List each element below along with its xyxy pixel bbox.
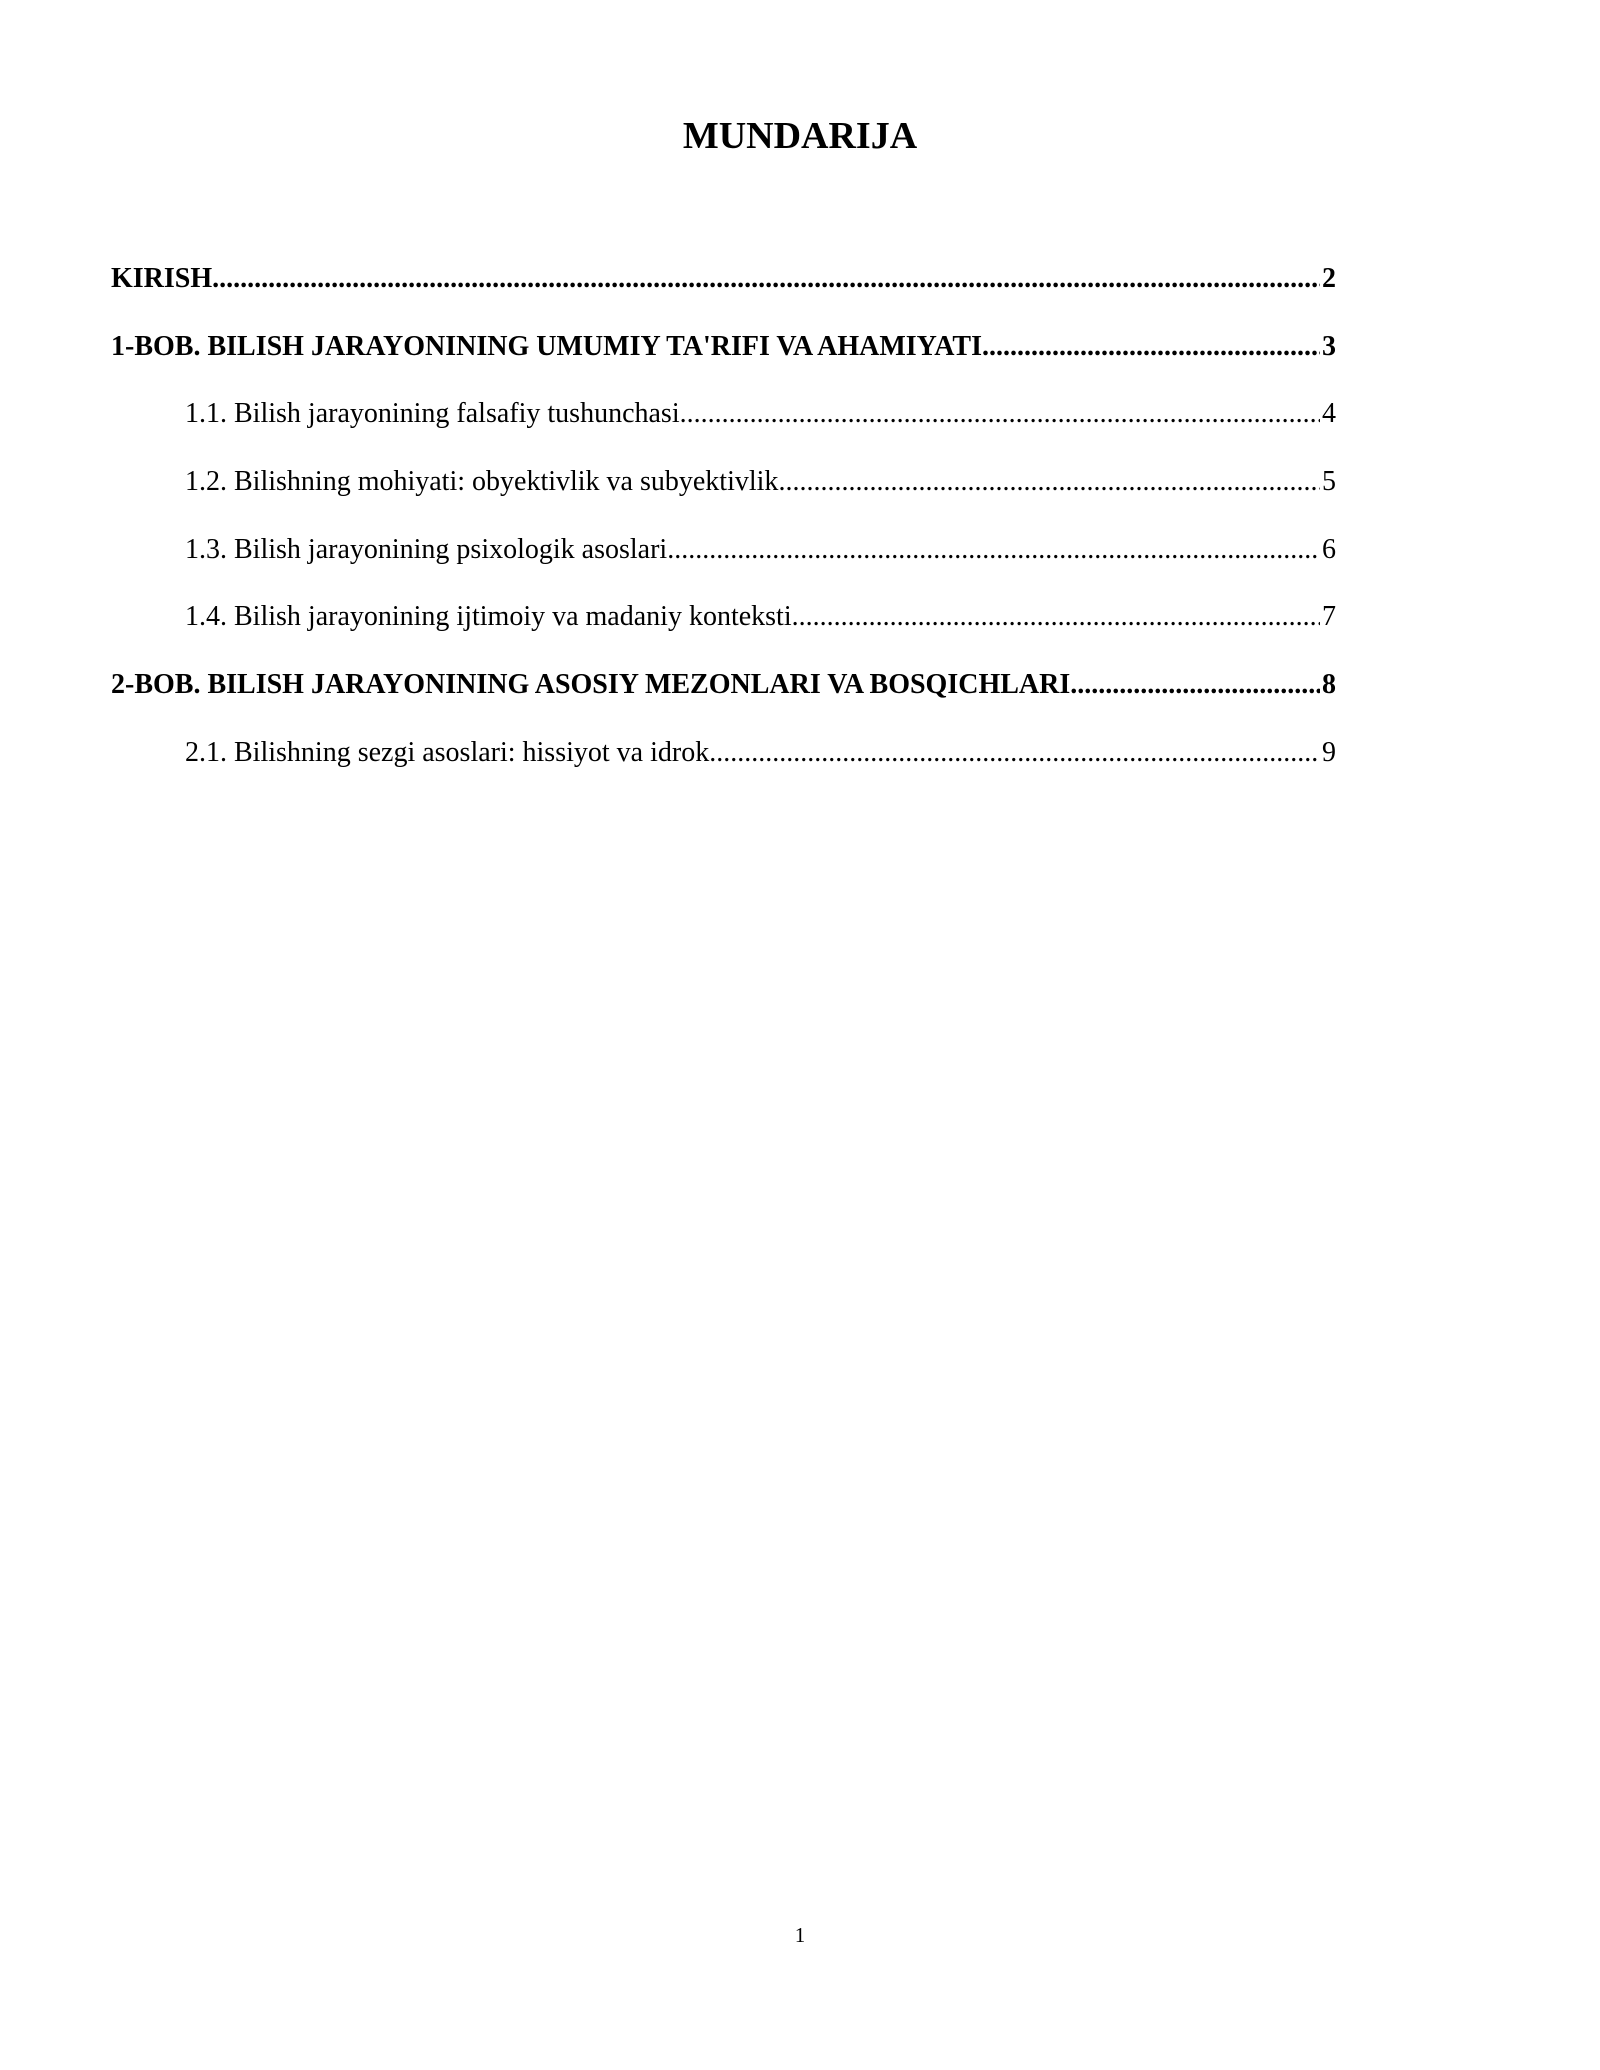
- toc-entry-page: 9: [1322, 736, 1336, 768]
- toc-dot-leader: [212, 245, 1320, 313]
- toc-entry-page: 3: [1322, 330, 1336, 362]
- toc-entry-label: 2.1. Bilishning sezgi asoslari: hissiyot va idrok: [185, 736, 710, 768]
- toc-dot-leader: [709, 719, 1320, 787]
- toc-entry-label: KIRISH: [111, 263, 213, 294]
- toc-dot-leader: [982, 313, 1320, 381]
- page-number: 1: [794, 1923, 806, 1947]
- toc-dot-leader: [1070, 651, 1320, 719]
- toc-dot-leader: [778, 448, 1320, 516]
- toc-entry-section-2-1[interactable]: [111, 719, 1336, 787]
- toc-entry-page: 8: [1322, 669, 1336, 701]
- toc-dot-leader: [792, 583, 1320, 651]
- toc-entry-page: 2: [1322, 263, 1336, 294]
- toc-entry-label: 1.4. Bilish jarayonining ijtimoiy va madaniy konteksti: [185, 601, 792, 633]
- toc-entry-label: 1.1. Bilish jarayonining falsafiy tushunchasi: [185, 398, 680, 430]
- toc-entry-label: 1-BOB. BILISH JARAYONINING UMUMIY TA'RIFI VA AHAMIYATI: [111, 330, 983, 362]
- toc-entry-page: 6: [1322, 533, 1336, 565]
- toc-entry-label: 1.2. Bilishning mohiyati: obyektivlik va subyektivlik: [185, 466, 779, 498]
- toc-entry-chapter-1[interactable]: [111, 313, 1336, 381]
- page-title: MUNDARIJA: [682, 115, 918, 157]
- toc-entry-section-1-2[interactable]: [111, 448, 1336, 516]
- toc-entry-page: 7: [1322, 601, 1336, 633]
- toc-entry-section-1-1[interactable]: [111, 380, 1336, 448]
- toc-entry-chapter-2[interactable]: [111, 651, 1336, 719]
- toc-entry-section-1-3[interactable]: [111, 516, 1336, 584]
- toc-entry-label: 2-BOB. BILISH JARAYONINING ASOSIY MEZONLARI VA BOSQICHLARI: [111, 669, 1071, 701]
- toc-entry-page: 5: [1322, 466, 1336, 498]
- toc-entry-kirish[interactable]: [111, 245, 1336, 313]
- table-of-contents: [111, 245, 1336, 787]
- toc-entry-label: 1.3. Bilish jarayonining psixologik asoslari: [185, 533, 668, 565]
- toc-dot-leader: [667, 516, 1320, 584]
- toc-entry-section-1-4[interactable]: [111, 583, 1336, 651]
- toc-entry-page: 4: [1322, 398, 1336, 430]
- toc-dot-leader: [680, 380, 1320, 448]
